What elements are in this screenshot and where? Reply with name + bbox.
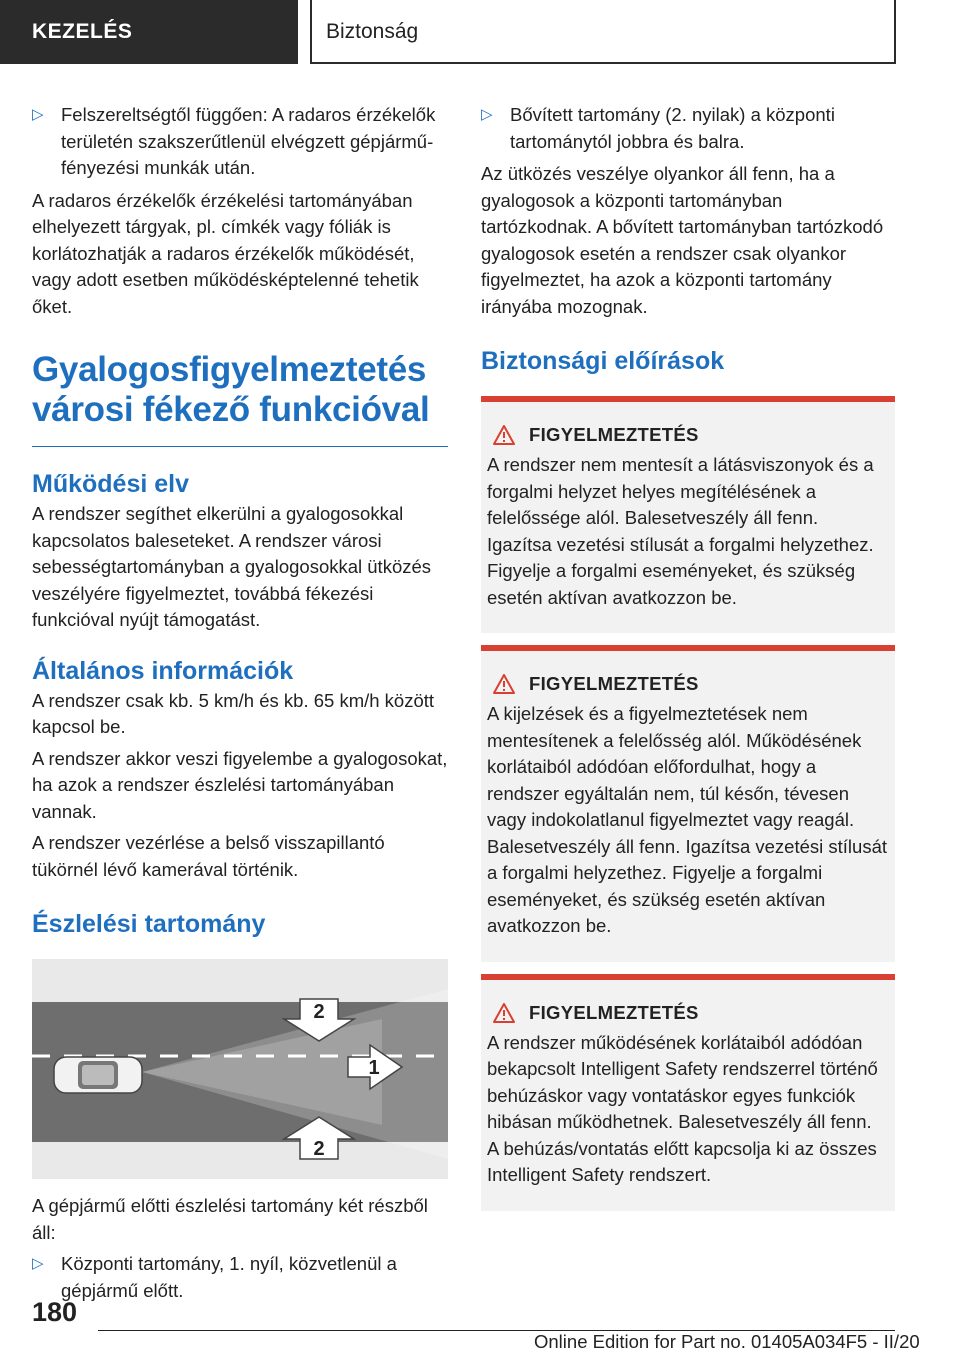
right-column <box>481 102 895 1223</box>
detection-range-illustration <box>32 959 448 1179</box>
car-icon <box>54 1057 142 1093</box>
detection-range-diagram <box>32 959 448 1179</box>
list-item <box>481 102 895 155</box>
warning-text: A rendszer működésének korlátaiból adódóan bekapcsolt Intelligent Safety rendszerrel történő behúzáskor vagy vontatáskor egyes funkciók hibásan működhetnek. Balesetveszély áll fenn. A behúzás/vontatás előtt kapcsolja ki az összes Intelligent Safety rendszert. <box>487 1031 878 1185</box>
warning-title: FIGYELMEZTETÉS <box>529 673 699 694</box>
principle-paragraph: A rendszer segíthet elkerülni a gyalogosokkal kapcsolatos baleseteket. A rendszer városi sebességtartományban a gyalogosokkal ütközés veszélyére figyelmeztet, továbbá fékezési funkcióval nyújt támogatást. <box>32 503 432 630</box>
section-label: Biztonság <box>310 0 896 64</box>
warning-title: FIGYELMEZTETÉS <box>529 424 699 445</box>
arrow-label-center: 1 <box>368 1057 380 1079</box>
list-item <box>32 102 448 182</box>
bullet-text: Felszereltségtől függően: A radaros érzékelők területén szakszerűtlenül elvégzett gépjármű-fényezési munkák után. <box>61 104 436 178</box>
intro-paragraph: A radaros érzékelők érzékelési tartományában elhelyezett tárgyak, pl. címkék vagy fóliák is korlátozhatják a radaros érzékelők működését, vagy adott esetben működésképtelenné tehetik őket. <box>32 189 419 317</box>
left-column <box>32 102 448 1310</box>
list-item <box>32 1251 448 1304</box>
bullet-triangle-icon: ▷ <box>32 106 44 123</box>
arrow-label-bottom: 2 <box>313 1138 325 1160</box>
warning-triangle-icon <box>493 425 515 445</box>
general-paragraph-2: A rendszer akkor veszi figyelembe a gyalogosokat, ha azok a rendszer észlelési tartományában vannak. <box>32 747 448 822</box>
warning-triangle-icon <box>493 674 515 694</box>
bullet-triangle-icon: ▷ <box>32 1255 44 1272</box>
section-heading-general: Általános információk <box>32 656 294 685</box>
general-paragraph-3: A rendszer vezérlése a belső visszapillantó tükörnél lévő kamerával történik. <box>32 832 385 880</box>
warning-header <box>487 1002 887 1024</box>
bullet-text: Bővített tartomány (2. nyilak) a központi tartománytól jobbra és balra. <box>510 104 835 152</box>
section-heading-principle: Működési elv <box>32 470 189 498</box>
arrow-label-top: 2 <box>313 1001 325 1023</box>
warning-text: A rendszer nem mentesít a látásviszonyok és a forgalmi helyzet helyes megítélésének a felelőssége alól. Balesetveszély áll fenn. Igazítsa vezetési stílusát a forgalmi helyzethez. Figyelje a forgalmi eseményeket, és szükség esetén aktívan avatkozzon be. <box>487 454 874 608</box>
chapter-title: Gyalogosfigyelmeztetés városi fékező funkcióval <box>32 350 448 447</box>
warning-text: A kijelzések és a figyelmeztetések nem mentesítenek a felelősség alól. Működésének korlátaiból adódóan előfordulhat, hogy a rendszer egyáltalán nem, túl későn, tévesen vagy indokolatlanul figyelmeztet vagy reagál. Balesetveszély áll fenn. Igazítsa vezetési stílusát a forgalmi helyzethez. Figyelje a forgalmi eseményeket, és szükség esetén aktívan avatkozzon be. <box>487 703 888 936</box>
bullet-text: Központi tartomány, 1. nyíl, közvetlenül a gépjármű előtt. <box>61 1253 397 1301</box>
warning-box <box>481 396 895 633</box>
warning-box <box>481 645 895 962</box>
page-number: 180 <box>32 1297 78 1327</box>
section-heading-safety: Biztonsági előírások <box>481 347 725 375</box>
chapter-tab: KEZELÉS <box>0 0 298 64</box>
bullet-triangle-icon: ▷ <box>481 106 493 123</box>
general-paragraph-1: A rendszer csak kb. 5 km/h és kb. 65 km/h között kapcsol be. <box>32 689 435 737</box>
warning-triangle-icon <box>493 1003 515 1023</box>
warning-header <box>487 424 887 446</box>
warning-header <box>487 673 887 695</box>
footer-edition: Online Edition for Part no. 01405A034F5 - II/20 <box>534 1331 920 1352</box>
collision-paragraph: Az ütközés veszélye olyankor áll fenn, ha a gyalogosok a központi tartományban tartózkodnak. A bővített tartományban tartózkodó gyalogosok esetén a rendszer csak olyankor figyelmeztet, ha azok a központi tartomány irányába mozognak. <box>481 163 884 317</box>
warning-title: FIGYELMEZTETÉS <box>529 1001 699 1023</box>
section-heading-range: Észlelési tartomány <box>32 910 266 938</box>
range-caption: A gépjármű előtti észlelési tartomány két részből áll: <box>32 1195 428 1243</box>
warning-box <box>481 974 895 1211</box>
